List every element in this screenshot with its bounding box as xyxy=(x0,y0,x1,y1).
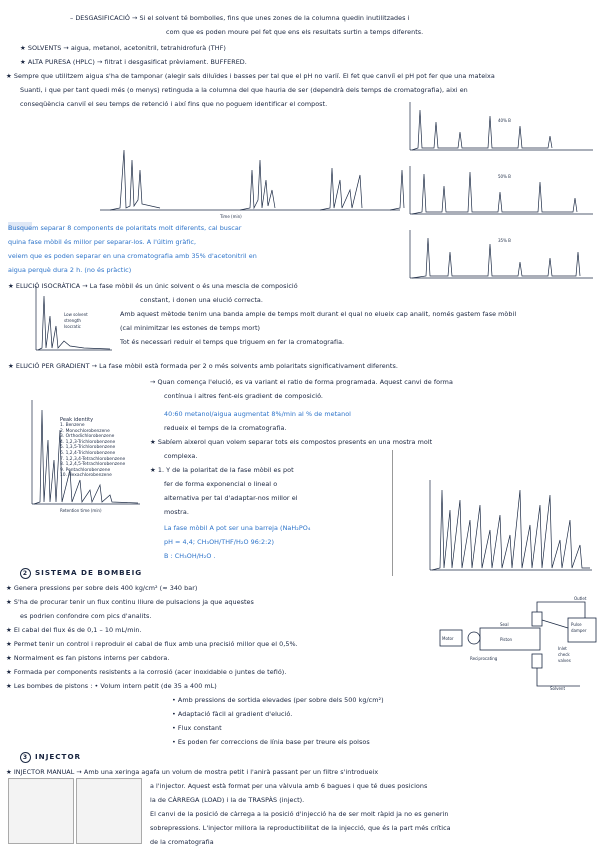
note-text: INJECTOR xyxy=(35,752,82,761)
note-line xyxy=(150,796,304,804)
note-text: ★ El cabal del flux és de 0,1 – 10 mL/min. xyxy=(6,626,142,634)
note-text: a l'injector. Aquest està format per una vàlvula amb 6 bagues i que té dues posicions xyxy=(150,782,428,790)
note-line xyxy=(150,810,448,818)
section-heading xyxy=(20,568,142,579)
note-line xyxy=(164,508,189,516)
note-text: de la cromatografia xyxy=(150,838,214,846)
note-line xyxy=(8,266,131,274)
note-line xyxy=(166,28,423,36)
note-line xyxy=(164,494,298,502)
chromatogram-isocratic xyxy=(34,286,114,356)
note-text: • Es poden fer correccions de línia base per treure els polsos xyxy=(172,738,370,746)
note-text: constant, i donen una elució correcta. xyxy=(140,296,263,304)
note-line xyxy=(6,768,378,776)
chromatogram-stack-right xyxy=(398,102,598,282)
note-text: Busquem separar 8 components de polaritats molt diferents, cal buscar xyxy=(8,224,242,232)
note-text: redueix el temps de la cromatografia. xyxy=(164,424,287,432)
retention-axis-label: Retention time (min) xyxy=(60,508,102,513)
note-line xyxy=(150,824,451,832)
note-line xyxy=(172,696,384,704)
peak-identity-item: 4. 1,2,3-Trichlorobenzene xyxy=(60,439,116,445)
note-line xyxy=(172,738,370,746)
note-text: ★ Les bombes de pistons : • Volum intern petit (de 35 a 400 mL) xyxy=(6,682,217,690)
label-40b: 40% B xyxy=(498,118,511,123)
pump-label-check: check xyxy=(558,652,570,657)
injector-photo-load xyxy=(8,778,74,844)
note-text: • Adaptació fàcil al gradient d'elució. xyxy=(172,710,293,718)
note-line xyxy=(70,14,409,22)
iso-label-a: Low solvent xyxy=(64,312,88,317)
note-line xyxy=(150,378,453,386)
note-text: • Amb pressions de sortida elevades (per sobre dels 500 kg/cm²) xyxy=(172,696,384,704)
note-line xyxy=(164,552,216,560)
note-line xyxy=(164,452,197,460)
note-line xyxy=(6,668,286,676)
note-text: La fase mòbil A pot ser una barreja (NaH₂PO₄ xyxy=(164,524,311,532)
pump-label-damper: damper xyxy=(571,628,587,633)
iso-label-c: Isocratic xyxy=(64,324,81,329)
chromatogram-gradient-comparison xyxy=(100,140,410,220)
peak-identity-item: 10. Hexachlorobenzene xyxy=(60,473,112,479)
note-text: quina fase mòbil és millor per separar-los. A l'últim gràfic, xyxy=(8,238,197,246)
note-text: ★ ALTA PURESA (HPLC) → filtrat i desgasificat prèviament. BUFFERED. xyxy=(20,58,247,66)
note-line xyxy=(20,58,247,66)
peak-identity-item: 9. Pentachlorobenzene xyxy=(60,467,111,473)
note-text: aigua perquè dura 2 h. (no és pràctic) xyxy=(8,266,132,274)
note-line xyxy=(20,612,151,620)
note-text: contínua i altres fent-els gradient de composició. xyxy=(164,392,324,400)
peaks-list xyxy=(60,423,125,479)
iso-label-b: strength xyxy=(64,318,81,323)
note-line xyxy=(140,296,263,304)
note-line xyxy=(8,224,241,232)
section-number: 3 xyxy=(20,752,31,763)
note-text: – DESGASIFICACIÓ → Si el solvent té bombolles, fins que unes zones de la columna quedin inutilitzades i xyxy=(70,14,410,22)
section-number: 2 xyxy=(20,568,31,579)
pump-label-valves: valves xyxy=(558,658,571,663)
note-line xyxy=(6,584,197,592)
peak-identity-item: 8. 1,2,4,5-Tetrachlorobenzene xyxy=(60,462,126,468)
note-line xyxy=(20,86,468,94)
compound-list-right xyxy=(392,450,433,576)
note-text: es podrien confondre com pics d'analits. xyxy=(20,612,152,620)
note-text: Suanti, i que per tant quedi més (o menys) retinguda a la columna del que hauria de ser (dependrà dels temps de cromatografia), aixi en xyxy=(20,86,468,94)
note-text: Tot és necessari reduir el temps que triguem en fer la cromatografia. xyxy=(120,338,345,346)
note-line xyxy=(6,72,495,80)
note-text: ★ Sabíem aixerol quan volem separar tots els compostos presents en una mostra molt xyxy=(150,438,433,446)
note-line xyxy=(6,598,254,606)
note-text: B : CH₃OH/H₂O . xyxy=(164,552,216,560)
note-line xyxy=(6,654,169,662)
peak-identity-list xyxy=(60,417,125,479)
note-text: ★ ELUCIÓ ISOCRÀTICA → La fase mòbil és un únic solvent o és una mescla de composició xyxy=(8,282,298,290)
note-text: SISTEMA DE BOMBEIG xyxy=(35,568,143,577)
note-line xyxy=(164,524,310,532)
note-line xyxy=(150,466,294,474)
pump-label-motor: Motor xyxy=(442,636,454,641)
note-text: sobrepressions. L'injector millora la reproductibilitat de la injecció, que és la part més crítica xyxy=(150,824,451,832)
note-line xyxy=(150,438,432,446)
peak-identity-item: 6. 1,2,4-Trichlorobenzene xyxy=(60,450,116,456)
peak-identity-title: Peak identity xyxy=(60,417,94,423)
note-text: • Flux constant xyxy=(172,724,222,732)
pump-label-reciprocating: Reciprocating xyxy=(470,656,498,661)
note-text: 40:60 metanol/aigua augmentat 8%/min al % de metanol xyxy=(164,410,351,418)
note-text: com que es poden moure pel fet que ens els resultats surtin a temps diferents. xyxy=(166,28,424,36)
pump-label-inlet: Inlet xyxy=(558,646,567,651)
note-line xyxy=(172,710,292,718)
pump-diagram xyxy=(440,598,600,693)
note-text: ★ Genera pressions per sobre dels 400 kg/cm² (≈ 340 bar) xyxy=(6,584,198,592)
note-line xyxy=(20,100,327,108)
time-axis-label: Time (min) xyxy=(220,214,242,219)
note-text: → Quan comença l'elució, es va variant el ratio de forma programada. Aquest canvi de forma xyxy=(150,378,453,386)
note-line xyxy=(8,362,398,370)
note-line xyxy=(164,410,351,418)
section-heading xyxy=(20,752,81,763)
note-text: ★ S'ha de procurar tenir un flux continu lliure de pulsacions ja que aquestes xyxy=(6,598,254,606)
note-text: (cal minimitzar les estones de temps mort) xyxy=(120,324,261,332)
note-line xyxy=(164,392,323,400)
note-text: ★ ELUCIÓ PER GRADIENT → La fase mòbil està formada per 2 o més solvents amb polaritats significativament diferents. xyxy=(8,362,398,370)
peak-identity-item: 1. Benzene xyxy=(60,423,85,428)
note-line xyxy=(164,538,274,546)
note-line xyxy=(6,682,217,690)
note-line xyxy=(8,238,196,246)
injector-photo-inject xyxy=(76,778,142,844)
note-line xyxy=(120,310,516,318)
note-line xyxy=(150,782,427,790)
note-line xyxy=(172,724,222,732)
note-line xyxy=(164,424,287,432)
note-text: conseqüència canviï el seu temps de retenció i així fins que no poguem identificar el compost. xyxy=(20,100,328,108)
note-text: alternativa per tal d'adaptar-nos millor el xyxy=(164,494,298,502)
note-text: El canvi de la posició de càrrega a la posició d'injecció ha de ser molt ràpid ja no es generin xyxy=(150,810,449,818)
note-line xyxy=(6,626,142,634)
note-line xyxy=(120,338,344,346)
note-text: ★ 1. Y de la polaritat de la fase mòbil es pot xyxy=(150,466,294,474)
note-text: veiem que es poden separar en una cromatografia amb 35% d'acetonitril en xyxy=(8,252,257,260)
peak-identity-item: 7. 1,2,3,4-Tetrachlorobenzene xyxy=(60,456,126,462)
peak-identity-item: 3. Orthodichlorobenzene xyxy=(60,434,115,440)
peak-identity-item: 2. Monochlorobenzene xyxy=(60,428,110,434)
pump-label-solvent: Solvent xyxy=(550,686,566,691)
peak-identity-item: 5. 1,3,5-Trichlorobenzene xyxy=(60,445,116,451)
note-text: ★ SOLVENTS → aigua, metanol, acetonitril, tetrahidrofurà (THF) xyxy=(20,44,226,52)
note-line xyxy=(150,838,214,846)
note-text: Amb aquest mètode tenim una banda ample de temps molt durant el qual no elueix cap analit, només gastem fase mòbil xyxy=(120,310,517,318)
pump-label-pulse: Pulse xyxy=(571,622,582,627)
note-text: mostra. xyxy=(164,508,189,516)
note-line xyxy=(8,252,257,260)
note-line xyxy=(6,640,298,648)
label-35b: 35% B xyxy=(498,238,511,243)
note-line xyxy=(120,324,260,332)
note-text: la de CÀRREGA (LOAD) i la de TRASPÀS (inject). xyxy=(150,796,305,804)
note-text: pH = 4,4; CH₃OH/THF/H₂O 96:2:2) xyxy=(164,538,275,546)
pump-label-outlet: Outlet xyxy=(574,596,587,601)
pump-label-piston: Piston xyxy=(500,637,513,642)
note-line xyxy=(164,480,277,488)
note-text: complexa. xyxy=(164,452,198,460)
note-text: ★ Normalment es fan pistons interns per cabdora. xyxy=(6,654,170,662)
note-line xyxy=(20,44,226,52)
note-text: ★ Sempre que utilitzem aigua s'ha de tamponar (alegir sals diluïdes i basses per tal que el pH no variï. El fet que canviï el pH pot fer que una mateixa xyxy=(6,72,495,80)
pump-label-seal: Seal xyxy=(500,622,509,627)
label-50b: 50% B xyxy=(498,174,511,179)
note-text: fer de forma exponencial o lineal o xyxy=(164,480,278,488)
note-text: ★ Formada per components resistents a la corrosió (acer inoxidable o juntes de tefló). xyxy=(6,668,287,676)
note-text: ★ INJECTOR MANUAL → Amb una xeringa agafa un volum de mostra petit i l'anirà passant per un filtre s'introdueix xyxy=(6,768,379,776)
note-text: ★ Permet tenir un control i reproduir el cabal de flux amb una precisió millor que el 0,5%. xyxy=(6,640,298,648)
